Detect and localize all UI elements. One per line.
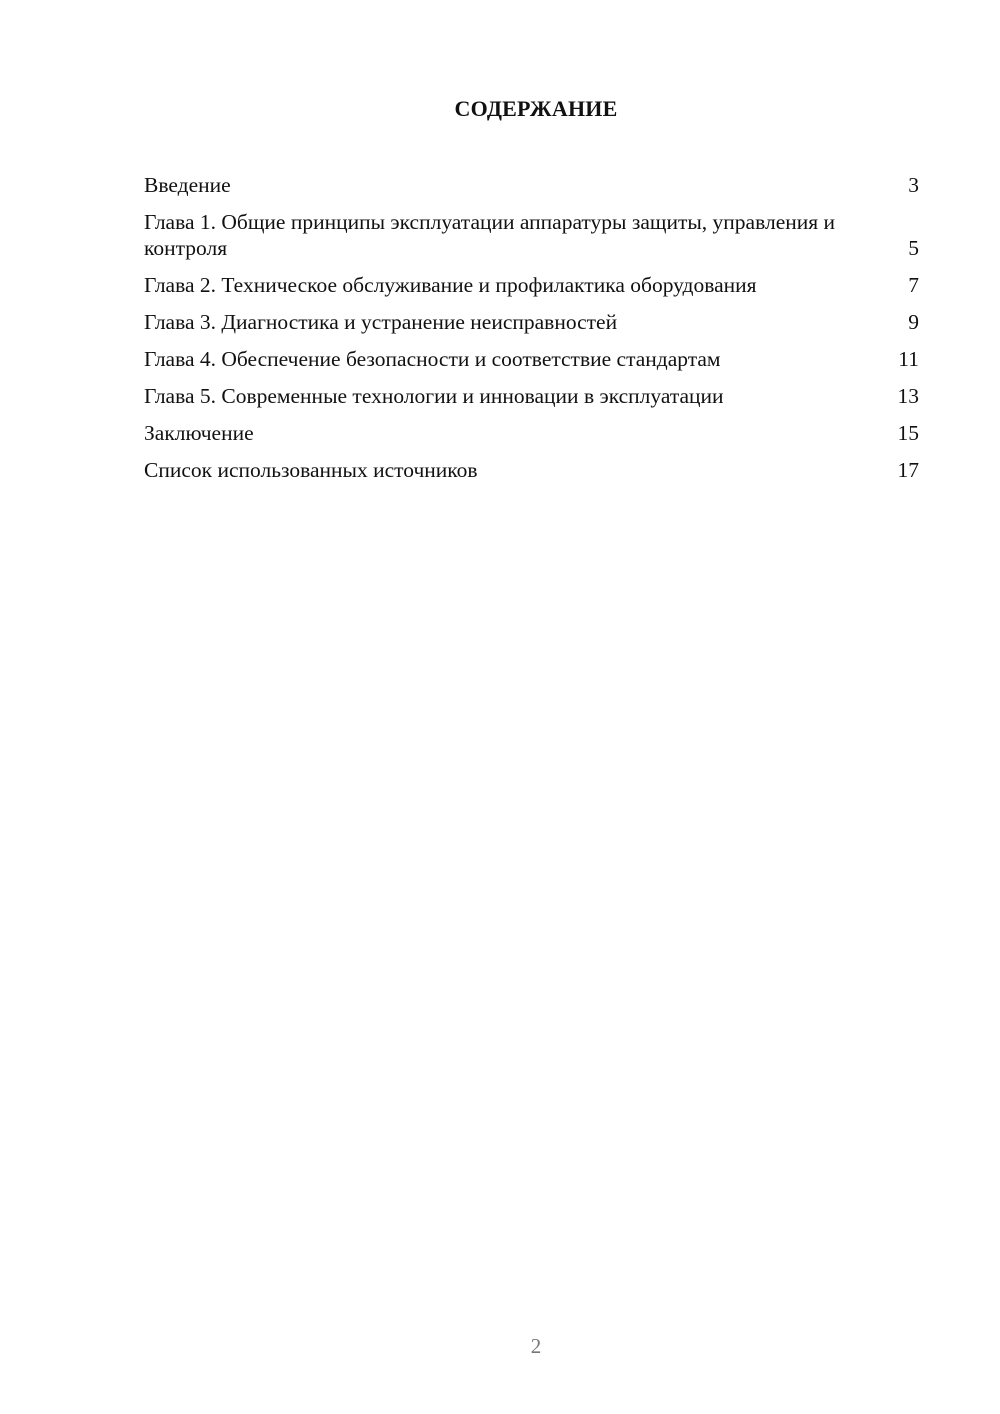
toc-item-page: 9 <box>908 310 919 334</box>
toc-item-page: 11 <box>898 347 919 371</box>
toc-item-title: Глава 4. Обеспечение безопасности и соответствие стандартам <box>144 347 721 371</box>
toc-item-chapter-1 <box>144 209 919 261</box>
toc-item-chapter-2 <box>144 272 919 298</box>
toc-item-chapter-4 <box>144 346 919 372</box>
toc-item-conclusion <box>144 420 919 446</box>
toc-item-title: Введение <box>144 173 231 197</box>
toc-item-chapter-3 <box>144 309 919 335</box>
page-number: 2 <box>530 1334 542 1358</box>
toc-item-page: 15 <box>897 421 919 445</box>
toc-item-title: Список использованных источников <box>144 458 478 482</box>
toc-item-title: Глава 5. Современные технологии и инновации в эксплуатации <box>144 384 724 408</box>
toc-item-page: 17 <box>897 458 919 482</box>
toc-item-page: 13 <box>897 384 919 408</box>
toc-item-title: Заключение <box>144 421 254 445</box>
toc-item-title: Глава 1. Общие принципы эксплуатации аппаратуры защиты, управления и контроля <box>144 210 836 260</box>
toc-item-introduction <box>144 172 919 198</box>
toc-item-page: 7 <box>908 273 919 297</box>
toc-item-chapter-5 <box>144 383 919 409</box>
toc-item-references <box>144 457 919 483</box>
toc-item-title: Глава 3. Диагностика и устранение неисправностей <box>144 310 618 334</box>
toc-item-page: 5 <box>908 236 919 260</box>
table-of-contents <box>144 172 919 494</box>
toc-item-title: Глава 2. Техническое обслуживание и профилактика оборудования <box>144 273 757 297</box>
page-title: СОДЕРЖАНИЕ <box>454 96 618 121</box>
toc-item-page: 3 <box>908 173 919 197</box>
